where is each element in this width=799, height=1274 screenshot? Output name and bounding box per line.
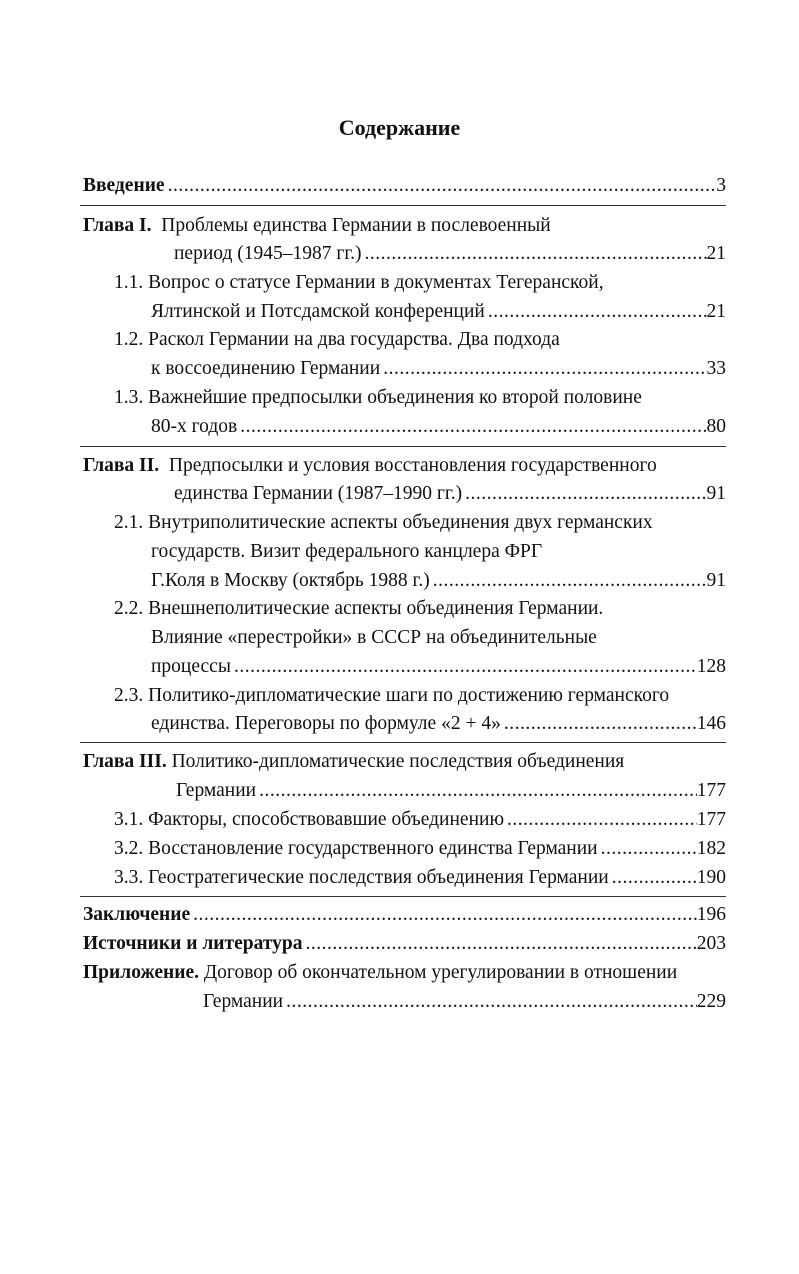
leader-dots xyxy=(256,778,697,804)
section-divider xyxy=(80,896,726,897)
page-number: 146 xyxy=(696,713,726,734)
section-2-1-title[interactable]: 2.1. Внутриполитические аспекты объединения двух германских xyxy=(114,512,653,533)
appendix-heading[interactable] xyxy=(83,960,677,986)
chapter-title: Предпосылки и условия восстановления государственного xyxy=(168,455,657,476)
chapter-label: Глава III. xyxy=(83,751,167,772)
section-1-2-title[interactable]: 1.2. Раскол Германии на два государства. Два подхода xyxy=(114,329,560,350)
toc-entry-section-3-1[interactable] xyxy=(114,807,726,833)
appendix-label: Приложение. xyxy=(83,962,199,983)
leader-dots xyxy=(231,654,697,680)
page-number: 91 xyxy=(706,570,726,591)
toc-entry-label: 3.2. Восстановление государственного единства Германии xyxy=(114,838,598,859)
page-number: 190 xyxy=(696,867,726,888)
toc-entry-section-2-1[interactable] xyxy=(151,568,726,594)
chapter-3-heading[interactable] xyxy=(83,749,624,775)
toc-entry-label: единства. Переговоры по формуле «2 + 4» xyxy=(151,713,501,734)
toc-entry-chapter-3[interactable] xyxy=(176,778,726,804)
toc-entry-intro[interactable] xyxy=(83,173,726,199)
toc-entry-label: 3.1. Факторы, способствовавшие объединению xyxy=(114,809,505,830)
page-number: 21 xyxy=(706,243,726,264)
page-number: 91 xyxy=(706,483,726,504)
leader-dots xyxy=(362,241,707,267)
toc-entry-label: единства Германии (1987–1990 гг.) xyxy=(174,483,463,504)
chapter-1-heading[interactable] xyxy=(83,213,551,239)
page-number: 3 xyxy=(716,175,726,196)
section-1-1-title[interactable]: 1.1. Вопрос о статусе Германии в документах Тегеранской, xyxy=(114,272,604,293)
toc-entry-section-2-2[interactable] xyxy=(151,654,726,680)
chapter-title: Проблемы единства Германии в послевоенный xyxy=(161,215,551,236)
section-2-2-title-line2[interactable]: Влияние «перестройки» в СССР на объединительные xyxy=(151,627,597,648)
toc-entry-section-1-1[interactable] xyxy=(151,299,726,325)
leader-dots xyxy=(380,356,706,382)
leader-dots xyxy=(598,836,697,862)
toc-entry-label: 80-х годов xyxy=(151,416,238,437)
page-number: 182 xyxy=(696,838,726,859)
section-1-3-title[interactable]: 1.3. Важнейшие предпосылки объединения ко второй половине xyxy=(114,387,642,408)
leader-dots xyxy=(237,414,706,440)
leader-dots xyxy=(609,865,697,891)
page-number: 177 xyxy=(696,780,726,801)
section-divider xyxy=(80,742,726,743)
leader-dots xyxy=(283,989,697,1015)
toc-entry-label: Германии xyxy=(203,991,284,1012)
section-2-2-title[interactable]: 2.2. Внешнеполитические аспекты объединения Германии. xyxy=(114,598,604,619)
toc-entry-section-3-2[interactable] xyxy=(114,836,726,862)
toc-entry-label: Г.Коля в Москву (октябрь 1988 г.) xyxy=(151,570,430,591)
toc-entry-section-2-3[interactable] xyxy=(151,711,726,737)
section-divider xyxy=(80,205,726,206)
page-title: Содержание xyxy=(338,115,461,140)
toc-entry-conclusion[interactable] xyxy=(83,902,726,928)
toc-entry-appendix[interactable] xyxy=(203,989,726,1015)
page-number: 128 xyxy=(696,656,726,677)
chapter-title: Политико-дипломатические последствия объединения xyxy=(171,751,625,772)
leader-dots xyxy=(302,931,696,957)
toc-entry-section-1-3[interactable] xyxy=(151,414,726,440)
toc-entry-label: Источники и литература xyxy=(83,933,303,954)
section-2-1-title-line2[interactable]: государств. Визит федерального канцлера ФРГ xyxy=(151,541,543,562)
leader-dots xyxy=(504,807,697,833)
page-number: 33 xyxy=(706,358,726,379)
toc-entry-label: Заключение xyxy=(83,904,191,925)
toc-entry-section-3-3[interactable] xyxy=(114,865,726,891)
chapter-label: Глава II. xyxy=(83,455,160,476)
leader-dots xyxy=(430,568,707,594)
leader-dots xyxy=(462,481,706,507)
page-number: 177 xyxy=(696,809,726,830)
toc-entry-label: 3.3. Геостратегические последствия объединения Германии xyxy=(114,867,609,888)
chapter-label: Глава I. xyxy=(83,215,152,236)
page-number: 229 xyxy=(696,991,726,1012)
toc-entry-label: к воссоединению Германии xyxy=(151,358,381,379)
leader-dots xyxy=(485,299,707,325)
leader-dots xyxy=(190,902,697,928)
chapter-2-heading[interactable] xyxy=(83,453,657,479)
toc-entry-label: период (1945–1987 гг.) xyxy=(174,243,362,264)
appendix-title: Договор об окончательном урегулировании в отношении xyxy=(203,962,678,983)
page-number: 203 xyxy=(696,933,726,954)
toc-entry-sources[interactable] xyxy=(83,931,726,957)
section-2-3-title[interactable]: 2.3. Политико-дипломатические шаги по достижению германского xyxy=(114,685,670,706)
toc-entry-section-1-2[interactable] xyxy=(151,356,726,382)
page-number: 196 xyxy=(696,904,726,925)
page-number: 80 xyxy=(706,416,726,437)
toc-entry-label: процессы xyxy=(151,656,231,677)
toc-entry-chapter-2[interactable] xyxy=(174,481,726,507)
toc-entry-label: Германии xyxy=(176,780,257,801)
leader-dots xyxy=(501,711,697,737)
toc-entry-label: Ялтинской и Потсдамской конференций xyxy=(151,301,485,322)
leader-dots xyxy=(165,173,717,199)
toc-entry-chapter-1[interactable] xyxy=(174,241,726,267)
toc-entry-label: Введение xyxy=(83,175,165,196)
page-number: 21 xyxy=(706,301,726,322)
section-divider xyxy=(80,446,726,447)
